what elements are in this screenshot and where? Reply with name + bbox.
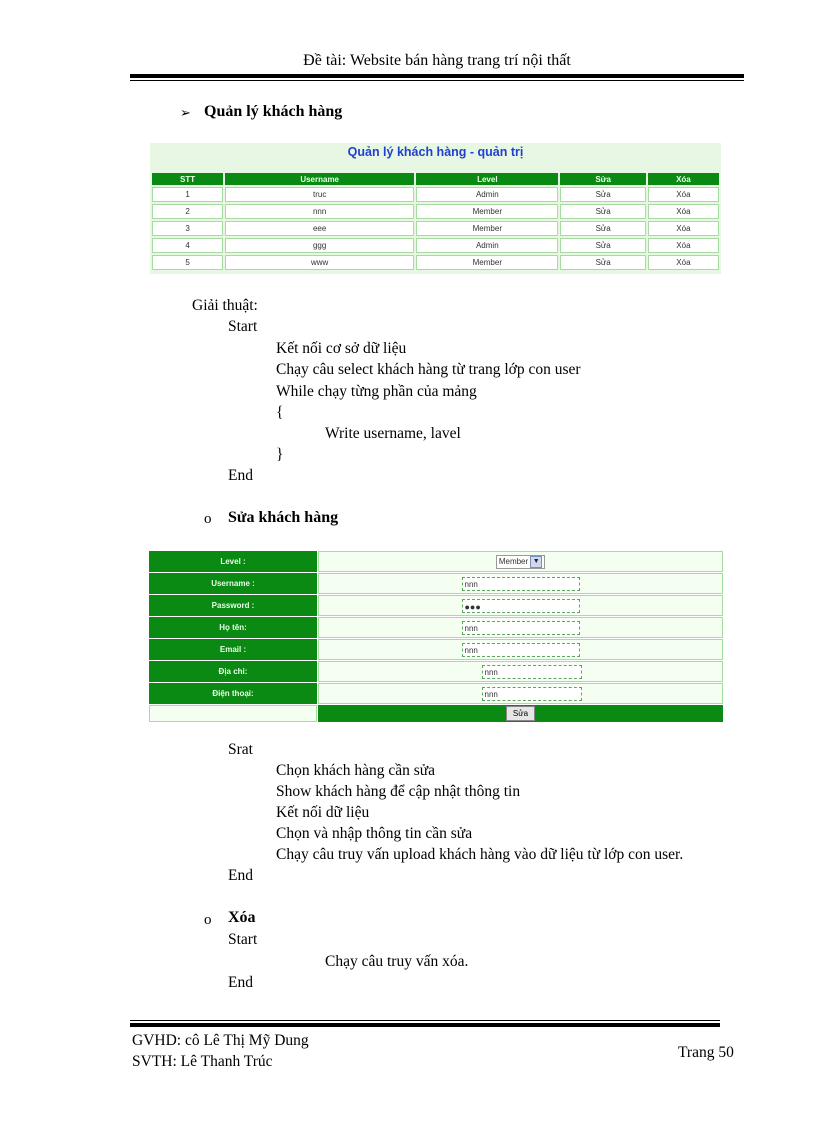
col-header-username: Username: [225, 173, 414, 185]
form-row-phone: [149, 683, 723, 704]
form-row-username: [149, 573, 723, 594]
phone-input[interactable]: nnn: [482, 687, 582, 701]
address-label: Địa chỉ:: [149, 661, 317, 682]
cell-username: eee: [225, 221, 414, 236]
password-input[interactable]: ●●●: [462, 599, 580, 613]
algo-line: Chạy câu select khách hàng từ trang lớp con user: [276, 361, 581, 378]
password-cell: [318, 595, 723, 616]
phone-cell: [318, 683, 723, 704]
section-title-edit-customer: Sửa khách hàng: [228, 509, 339, 526]
level-select[interactable]: [496, 555, 545, 569]
algo-line: Chạy câu truy vấn upload khách hàng vào dữ liệu từ lớp con user.: [276, 846, 684, 863]
circle-bullet-icon: o: [204, 511, 212, 527]
algo-line: Kết nối dữ liệu: [276, 804, 370, 821]
delete-link[interactable]: Xóa: [648, 204, 719, 219]
form-row-password: [149, 595, 723, 616]
cell-level: Admin: [416, 187, 558, 202]
email-label: Email :: [149, 639, 317, 660]
table-row: [152, 187, 719, 202]
submit-cell: [318, 705, 723, 722]
algo-start: Start: [228, 318, 258, 335]
algo-line: Chạy câu truy vấn xóa.: [325, 953, 469, 970]
email-cell: [318, 639, 723, 660]
algo-line: Chọn khách hàng cần sửa: [276, 762, 436, 779]
algo-line: Kết nối cơ sở dữ liệu: [276, 340, 407, 357]
algo-end: End: [228, 974, 253, 991]
edit-form-table: [148, 550, 724, 723]
form-row-level: [149, 551, 723, 572]
cell-username: www: [225, 255, 414, 270]
delete-link[interactable]: Xóa: [648, 238, 719, 253]
algo-line: While chạy từng phần của mảng: [276, 383, 477, 400]
password-label: Password :: [149, 595, 317, 616]
circle-bullet-icon: o: [204, 912, 212, 928]
level-select-value: Member: [498, 556, 529, 566]
algo-line: Write username, lavel: [325, 425, 461, 442]
edit-link[interactable]: Sửa: [560, 238, 645, 253]
table-header-row: [152, 173, 719, 185]
col-header-edit: Sửa: [560, 173, 645, 185]
customer-table-panel: [150, 143, 721, 274]
footer-advisor: GVHD: cô Lê Thị Mỹ Dung: [132, 1032, 309, 1049]
cell-level: Member: [416, 221, 558, 236]
cell-level: Member: [416, 204, 558, 219]
edit-link[interactable]: Sửa: [560, 255, 645, 270]
customer-table: [150, 171, 721, 272]
algo-end: End: [228, 467, 253, 484]
table-row: [152, 255, 719, 270]
cell-stt: 2: [152, 204, 223, 219]
fullname-cell: [318, 617, 723, 638]
col-header-delete: Xóa: [648, 173, 719, 185]
table-row: [152, 238, 719, 253]
table-row: [152, 221, 719, 236]
form-row-address: [149, 661, 723, 682]
algo-start: Start: [228, 931, 258, 948]
algo-line: }: [276, 446, 284, 463]
cell-level: Admin: [416, 238, 558, 253]
algorithm-label: Giải thuật:: [192, 297, 258, 314]
edit-link[interactable]: Sửa: [560, 204, 645, 219]
cell-level: Member: [416, 255, 558, 270]
section-title-customer-management: Quản lý khách hàng: [204, 103, 343, 120]
col-header-stt: STT: [152, 173, 223, 185]
address-input[interactable]: nnn: [482, 665, 582, 679]
edit-customer-form: [148, 550, 724, 737]
section-title-delete: Xóa: [228, 909, 256, 926]
cell-stt: 4: [152, 238, 223, 253]
edit-link[interactable]: Sửa: [560, 187, 645, 202]
form-row-submit: [149, 705, 723, 722]
chevron-down-icon[interactable]: ▼: [530, 556, 542, 568]
form-row-fullname: [149, 617, 723, 638]
cell-username: nnn: [225, 204, 414, 219]
cell-stt: 1: [152, 187, 223, 202]
algo-line: Chọn và nhập thông tin cần sửa: [276, 825, 473, 842]
footer-rule-thin: [130, 1020, 720, 1021]
header-rule-thin: [130, 80, 744, 81]
page-number: Trang 50: [678, 1044, 734, 1061]
username-cell: [318, 573, 723, 594]
username-input[interactable]: nnn: [462, 577, 580, 591]
save-button[interactable]: Sửa: [506, 706, 535, 721]
customer-table-caption: Quản lý khách hàng - quản trị: [347, 145, 524, 159]
algo-line: {: [276, 404, 284, 421]
email-input[interactable]: nnn: [462, 643, 580, 657]
phone-label: Điện thoại:: [149, 683, 317, 704]
footer-student: SVTH: Lê Thanh Trúc: [132, 1053, 273, 1070]
username-label: Username :: [149, 573, 317, 594]
blank-cell: [149, 705, 317, 722]
footer-rule: [130, 1023, 720, 1027]
fullname-input[interactable]: nnn: [462, 621, 580, 635]
col-header-level: Level: [416, 173, 558, 185]
header-rule: [130, 74, 744, 78]
cell-stt: 5: [152, 255, 223, 270]
fullname-label: Họ tên:: [149, 617, 317, 638]
form-row-email: [149, 639, 723, 660]
level-label: Level :: [149, 551, 317, 572]
address-cell: [318, 661, 723, 682]
algo-line: Show khách hàng để cập nhật thông tin: [276, 783, 521, 800]
algo-start: Srat: [228, 741, 253, 758]
table-row: [152, 204, 719, 219]
level-cell: [318, 551, 723, 572]
cell-stt: 3: [152, 221, 223, 236]
delete-link[interactable]: Xóa: [648, 255, 719, 270]
edit-link[interactable]: Sửa: [560, 221, 645, 236]
header-title: Đề tài: Website bán hàng trang trí nội thất: [303, 52, 571, 69]
cell-username: truc: [225, 187, 414, 202]
cell-username: ggg: [225, 238, 414, 253]
arrow-bullet-icon: ➢: [180, 105, 191, 120]
delete-link[interactable]: Xóa: [648, 221, 719, 236]
delete-link[interactable]: Xóa: [648, 187, 719, 202]
algo-end: End: [228, 867, 253, 884]
